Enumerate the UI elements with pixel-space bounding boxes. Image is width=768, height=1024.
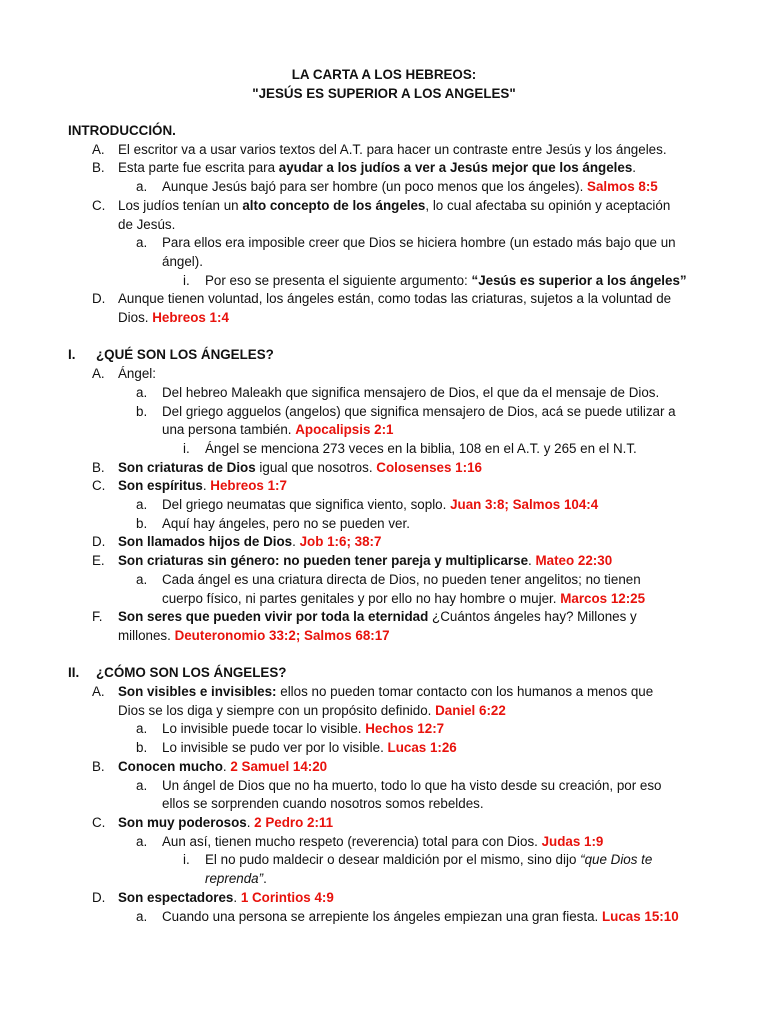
item-text: Lo invisible se pudo ver por lo visible. [162,740,388,756]
item-text: . [233,889,241,905]
intro-item-d [0,290,683,327]
item-text: Lo invisible puede tocar lo visible. [162,721,366,737]
list-marker: a. [136,235,148,251]
s2-item-c-a [0,833,684,852]
s1-item-d [0,533,683,552]
item-emphasis: Son seres que pueden vivir por toda la eternidad [118,609,429,625]
list-marker: b. [136,740,148,756]
intro-item-b-a [0,178,684,197]
item-text: . [246,814,255,830]
item-text: Para ellos era imposible creer que Dios se hiciera hombre (un estado más bajo que un ángel). [162,235,676,269]
list-marker: C. [92,814,106,830]
item-text: Aun así, tienen mucho respeto (reverencia) total para con Dios. [162,833,542,849]
list-marker: a. [136,777,148,793]
document-subtitle: "JESÚS ES SUPERIOR A LOS ANGELES" [252,86,516,101]
s1-item-a-a [0,384,684,403]
intro-item-c [0,197,683,234]
bible-reference: Hebreos 1:4 [152,310,229,326]
s2-item-a-b [0,739,684,758]
item-text: Del griego neumatas que significa viento, soplo. [162,497,451,513]
section-marker: I. [68,347,76,363]
list-marker: A. [92,684,105,700]
item-text: Por eso se presenta el siguiente argumento: [205,272,472,288]
list-marker: B. [92,459,105,475]
list-marker: a. [136,571,148,587]
list-marker: E. [92,553,105,569]
bible-reference: 2 Samuel 14:20 [230,758,328,774]
section-1-heading [0,346,768,365]
list-marker: b. [136,515,148,531]
item-emphasis: Son espectadores [118,889,234,905]
item-text: Un ángel de Dios que no ha muerto, todo lo que ha visto desde su creación, por eso ellos se sorprenden cuando nosotros somos rebeldes. [162,777,662,812]
s2-item-a-a [0,720,684,739]
bible-reference: Hechos 12:7 [365,721,445,737]
list-marker: a. [136,497,148,513]
s1-item-c-b [0,515,684,534]
bible-reference: Mateo 22:30 [535,553,613,569]
item-emphasis: Son visibles e invisibles: [118,684,277,700]
list-marker: a. [136,721,148,737]
s1-item-a-b-i [0,440,687,459]
item-emphasis: ayudar a los judíos a ver a Jesús mejor que los ángeles [278,160,633,176]
list-marker: a. [136,384,148,400]
list-marker: C. [92,478,106,494]
list-marker: i. [183,852,190,868]
list-marker: b. [136,403,148,419]
bible-reference: Juan 3:8; Salmos 104:4 [450,497,599,513]
item-text: . [202,478,211,494]
bible-reference: Hebreos 1:7 [210,478,287,494]
bible-reference: Apocalipsis 2:1 [295,422,394,438]
list-marker: A. [92,366,105,382]
s2-item-c-a-i [0,851,687,888]
intro-heading: INTRODUCCIÓN. [68,123,176,138]
bible-reference: Job 1:6; 38:7 [299,534,382,550]
s1-item-f [0,608,683,645]
item-text: Los judíos tenían un [118,197,243,213]
item-text: ellos no pueden tomar contacto con los humanos a menos que Dios se los diga y siempre con un propósito definido. [118,684,654,718]
item-text: Cuando una persona se arrepiente los ángeles empiezan una gran fiesta. [162,908,602,924]
item-text: Del hebreo Maleakh que significa mensajero de Dios, el que da el mensaje de Dios. [162,384,660,400]
list-marker: a. [136,833,148,849]
item-text-end: , lo cual afectaba su opinión y aceptación de Jesús. [118,197,671,232]
s2-item-b [0,758,683,777]
item-emphasis: Son criaturas de Dios [118,459,256,475]
item-text-end: . [263,871,267,887]
item-emphasis: Son llamados hijos de Dios [118,534,293,550]
bible-reference: Daniel 6:22 [435,702,506,718]
s1-item-e-a [0,571,684,608]
s1-item-a [0,365,683,384]
item-text: Cada ángel es una criatura directa de Dios, no pueden tener angelitos; no tienen cuerpo físico, ni partes genitales y por ello no hay hombre o mujer. [162,571,641,606]
section-marker: II. [68,665,80,681]
item-emphasis: Son criaturas sin género: no pueden tener pareja y multiplicarse [118,553,529,569]
list-marker: a. [136,179,148,195]
item-text: . [528,553,536,569]
document-title: LA CARTA A LOS HEBREOS: [291,67,477,82]
bible-reference: Lucas 1:26 [387,740,457,756]
item-text: Del griego agguelos (angelos) que significa mensajero de Dios, acá se puede utilizar a una persona también. [162,403,676,438]
item-text: Ángel se menciona 273 veces en la biblia, 108 en el A.T. y 265 en el N.T. [205,440,637,456]
item-emphasis: Son muy poderosos [118,814,247,830]
quoted-phrase: “que Dios te reprenda” [205,852,653,887]
s2-item-d-a [0,908,684,927]
s2-item-c [0,814,683,833]
s1-item-c [0,477,683,496]
s1-item-e [0,552,683,571]
item-emphasis: alto concepto de los ángeles [242,197,426,213]
item-text: El no pudo maldecir o desear maldición por el mismo, sino dijo [205,852,581,868]
intro-item-b [0,159,683,178]
item-text: Esta parte fue escrita para [118,160,279,176]
bible-reference: Lucas 15:10 [601,908,679,924]
list-marker: B. [92,160,105,176]
spacer [0,646,768,665]
bible-reference: 1 Corintios 4:9 [240,889,334,905]
item-text: igual que nosotros. [255,459,377,475]
item-emphasis: “Jesús es superior a los ángeles” [471,272,687,288]
document-body [0,122,768,926]
section-title: ¿CÓMO SON LOS ÁNGELES? [96,665,287,681]
s2-item-a [0,683,683,720]
intro-item-c-a [0,234,684,271]
item-emphasis: Son espíritus [118,478,203,494]
s1-item-b [0,459,683,478]
bible-reference: Judas 1:9 [541,833,604,849]
intro-item-a [0,141,683,160]
list-marker: i. [183,440,190,456]
item-text: Ángel: [118,366,156,382]
list-marker: B. [92,758,105,774]
list-marker: D. [92,291,106,307]
list-marker: D. [92,534,106,550]
list-marker: D. [92,889,106,905]
item-text: . [222,758,231,774]
spacer [0,328,768,347]
s2-item-b-a [0,777,684,814]
bible-reference: Deuteronomio 33:2; Salmos 68:17 [174,627,390,643]
list-marker: A. [92,141,105,157]
list-marker: F. [92,609,103,625]
item-text: Aunque tienen voluntad, los ángeles están, como todas las criaturas, sujetos a la voluntad de Dios. [118,291,672,326]
item-text: El escritor va a usar varios textos del A.T. para hacer un contraste entre Jesús y los ángeles. [118,141,667,157]
list-marker: C. [92,197,106,213]
bible-reference: Colosenses 1:16 [376,459,482,475]
item-emphasis: Conocen mucho [118,758,223,774]
list-marker: i. [183,272,190,288]
item-text: Aquí hay ángeles, pero no se pueden ver. [162,515,410,531]
s2-item-d [0,889,683,908]
section-2-heading [0,664,768,683]
item-text: Aunque Jesús bajó para ser hombre (un poco menos que los ángeles). [162,179,588,195]
section-title: ¿QUÉ SON LOS ÁNGELES? [96,347,274,363]
bible-reference: Marcos 12:25 [560,590,646,606]
list-marker: a. [136,908,148,924]
bible-reference: 2 Pedro 2:11 [254,814,334,830]
item-text: ¿Cuántos ángeles hay? Millones y millones. [118,609,637,643]
s1-item-c-a [0,496,684,515]
item-text-end: . [632,160,637,176]
s1-item-a-b [0,403,684,440]
bible-reference: Salmos 8:5 [587,179,658,195]
intro-item-c-a-i [0,272,687,291]
item-text: . [292,534,300,550]
